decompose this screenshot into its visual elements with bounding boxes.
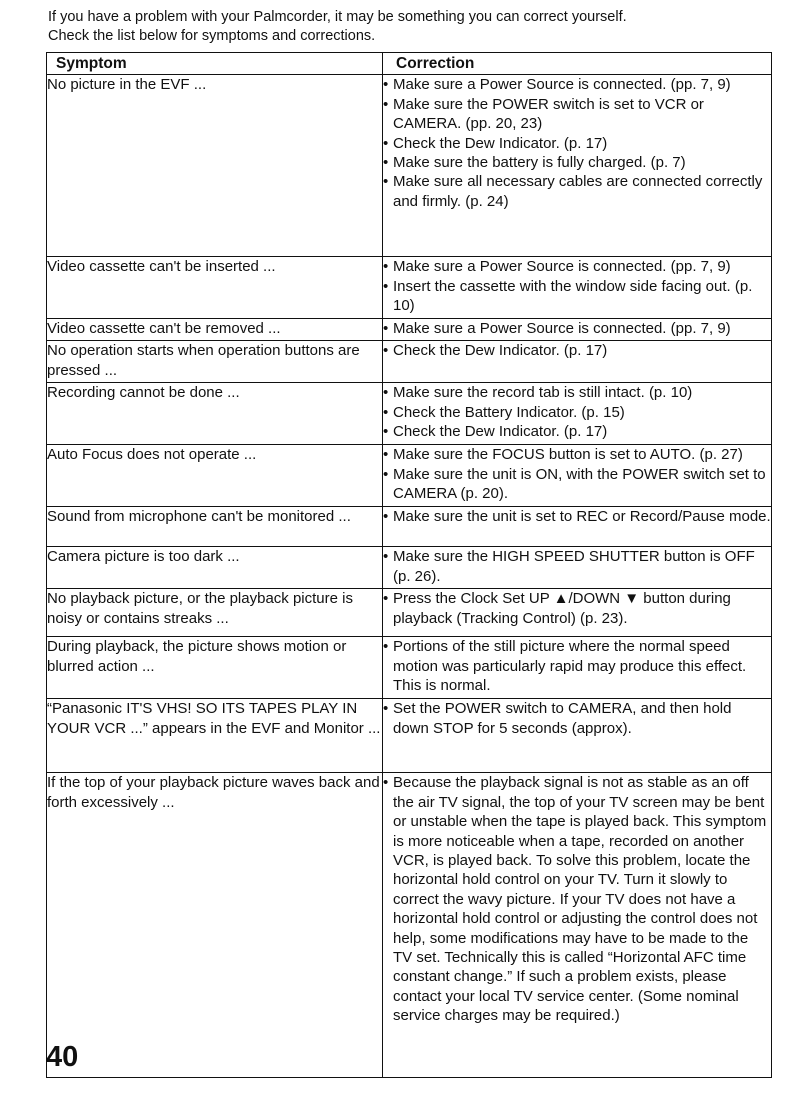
- symptom-cell: Auto Focus does not operate ...: [47, 445, 383, 507]
- table-row: [47, 589, 772, 637]
- symptom-cell: No picture in the EVF ...: [47, 75, 383, 257]
- correction-list: [383, 507, 771, 526]
- correction-cell: [383, 319, 772, 341]
- correction-cell: [383, 637, 772, 699]
- table-row: [47, 637, 772, 699]
- correction-cell: [383, 75, 772, 257]
- correction-list: [383, 341, 771, 360]
- table-row: [47, 699, 772, 773]
- correction-cell: [383, 773, 772, 1078]
- correction-item: • Check the Dew Indicator. (p. 17): [383, 422, 771, 441]
- table-header-row: [47, 53, 772, 75]
- table-row: [47, 547, 772, 589]
- correction-item: • Make sure the unit is ON, with the POWER switch set to CAMERA (p. 20).: [383, 465, 771, 504]
- symptom-cell: Recording cannot be done ...: [47, 383, 383, 445]
- correction-item: • Portions of the still picture where the normal speed motion was particularly rapid may produce this effect. This is normal.: [383, 637, 771, 695]
- table-body: [47, 75, 772, 1078]
- correction-item: • Make sure the POWER switch is set to VCR or CAMERA. (pp. 20, 23): [383, 95, 771, 134]
- correction-list: [383, 637, 771, 695]
- correction-cell: [383, 507, 772, 547]
- symptom-cell: No operation starts when operation buttons are pressed ...: [47, 341, 383, 383]
- correction-column-header: Correction: [383, 53, 772, 75]
- correction-cell: [383, 699, 772, 773]
- correction-item: • Make sure the battery is fully charged. (p. 7): [383, 153, 771, 172]
- correction-list: [383, 547, 771, 586]
- symptom-cell: Sound from microphone can't be monitored ...: [47, 507, 383, 547]
- symptom-cell: Camera picture is too dark ...: [47, 547, 383, 589]
- correction-item: • Make sure a Power Source is connected. (pp. 7, 9): [383, 257, 771, 276]
- correction-item: • Make sure a Power Source is connected. (pp. 7, 9): [383, 319, 771, 338]
- correction-list: [383, 773, 771, 1025]
- correction-cell: [383, 445, 772, 507]
- correction-item: • Make sure the record tab is still intact. (p. 10): [383, 383, 771, 402]
- correction-cell: [383, 547, 772, 589]
- table-row: [47, 319, 772, 341]
- table-row: [47, 341, 772, 383]
- correction-list: [383, 445, 771, 503]
- correction-list: [383, 383, 771, 441]
- troubleshooting-table: [46, 52, 772, 1078]
- correction-item: • Make sure the FOCUS button is set to AUTO. (p. 27): [383, 445, 771, 464]
- correction-item: • Insert the cassette with the window side facing out. (p. 10): [383, 277, 771, 316]
- intro-line-1: If you have a problem with your Palmcorder, it may be something you can correct yourself.: [48, 9, 627, 25]
- correction-item: • Check the Battery Indicator. (p. 15): [383, 403, 771, 422]
- correction-item: • Check the Dew Indicator. (p. 17): [383, 341, 771, 360]
- correction-list: [383, 589, 771, 628]
- correction-item: • Because the playback signal is not as stable as an off the air TV signal, the top of your TV screen may be bent or unstable when the tape is played back. This symptom is more noticeable when a tape, recorded on another VCR, is played back. To solve this problem, locate the horizontal hold control on your TV. Turn it slowly to correct the wavy picture. If your TV does not have a horizontal hold control or adjusting the control does not help, some modifications may have to be made to the TV set. Technically this is called “Horizontal AFC time constant change.” If such a problem exists, please contact your local TV service center. (Some nominal service charges may be required.): [383, 773, 771, 1025]
- correction-item: • Make sure the HIGH SPEED SHUTTER button is OFF (p. 26).: [383, 547, 771, 586]
- symptom-cell: During playback, the picture shows motion or blurred action ...: [47, 637, 383, 699]
- table-row: [47, 75, 772, 257]
- symptom-cell: If the top of your playback picture waves back and forth excessively ...: [47, 773, 383, 1078]
- correction-cell: [383, 383, 772, 445]
- correction-list: [383, 257, 771, 315]
- symptom-cell: “Panasonic IT'S VHS! SO ITS TAPES PLAY IN YOUR VCR ...” appears in the EVF and Monitor ...: [47, 699, 383, 773]
- correction-item: • Make sure all necessary cables are connected correctly and firmly. (p. 24): [383, 172, 771, 211]
- correction-item: • Set the POWER switch to CAMERA, and then hold down STOP for 5 seconds (approx).: [383, 699, 771, 738]
- table-row: [47, 773, 772, 1078]
- symptom-cell: Video cassette can't be removed ...: [47, 319, 383, 341]
- correction-item: • Press the Clock Set UP ▲/DOWN ▼ button during playback (Tracking Control) (p. 23).: [383, 589, 771, 628]
- symptom-cell: No playback picture, or the playback picture is noisy or contains streaks ...: [47, 589, 383, 637]
- correction-list: [383, 319, 771, 338]
- symptom-column-header: Symptom: [47, 53, 383, 75]
- table-row: [47, 257, 772, 319]
- correction-list: [383, 699, 771, 738]
- intro-text: [48, 8, 778, 46]
- correction-item: • Make sure the unit is set to REC or Record/Pause mode.: [383, 507, 771, 526]
- correction-cell: [383, 341, 772, 383]
- correction-cell: [383, 257, 772, 319]
- table-row: [47, 507, 772, 547]
- correction-item: • Make sure a Power Source is connected. (pp. 7, 9): [383, 75, 771, 94]
- intro-line-2: Check the list below for symptoms and corrections.: [48, 28, 376, 44]
- correction-cell: [383, 589, 772, 637]
- table-row: [47, 445, 772, 507]
- symptom-cell: Video cassette can't be inserted ...: [47, 257, 383, 319]
- table-row: [47, 383, 772, 445]
- correction-item: • Check the Dew Indicator. (p. 17): [383, 134, 771, 153]
- page-number: 40: [46, 1041, 79, 1073]
- correction-list: [383, 75, 771, 211]
